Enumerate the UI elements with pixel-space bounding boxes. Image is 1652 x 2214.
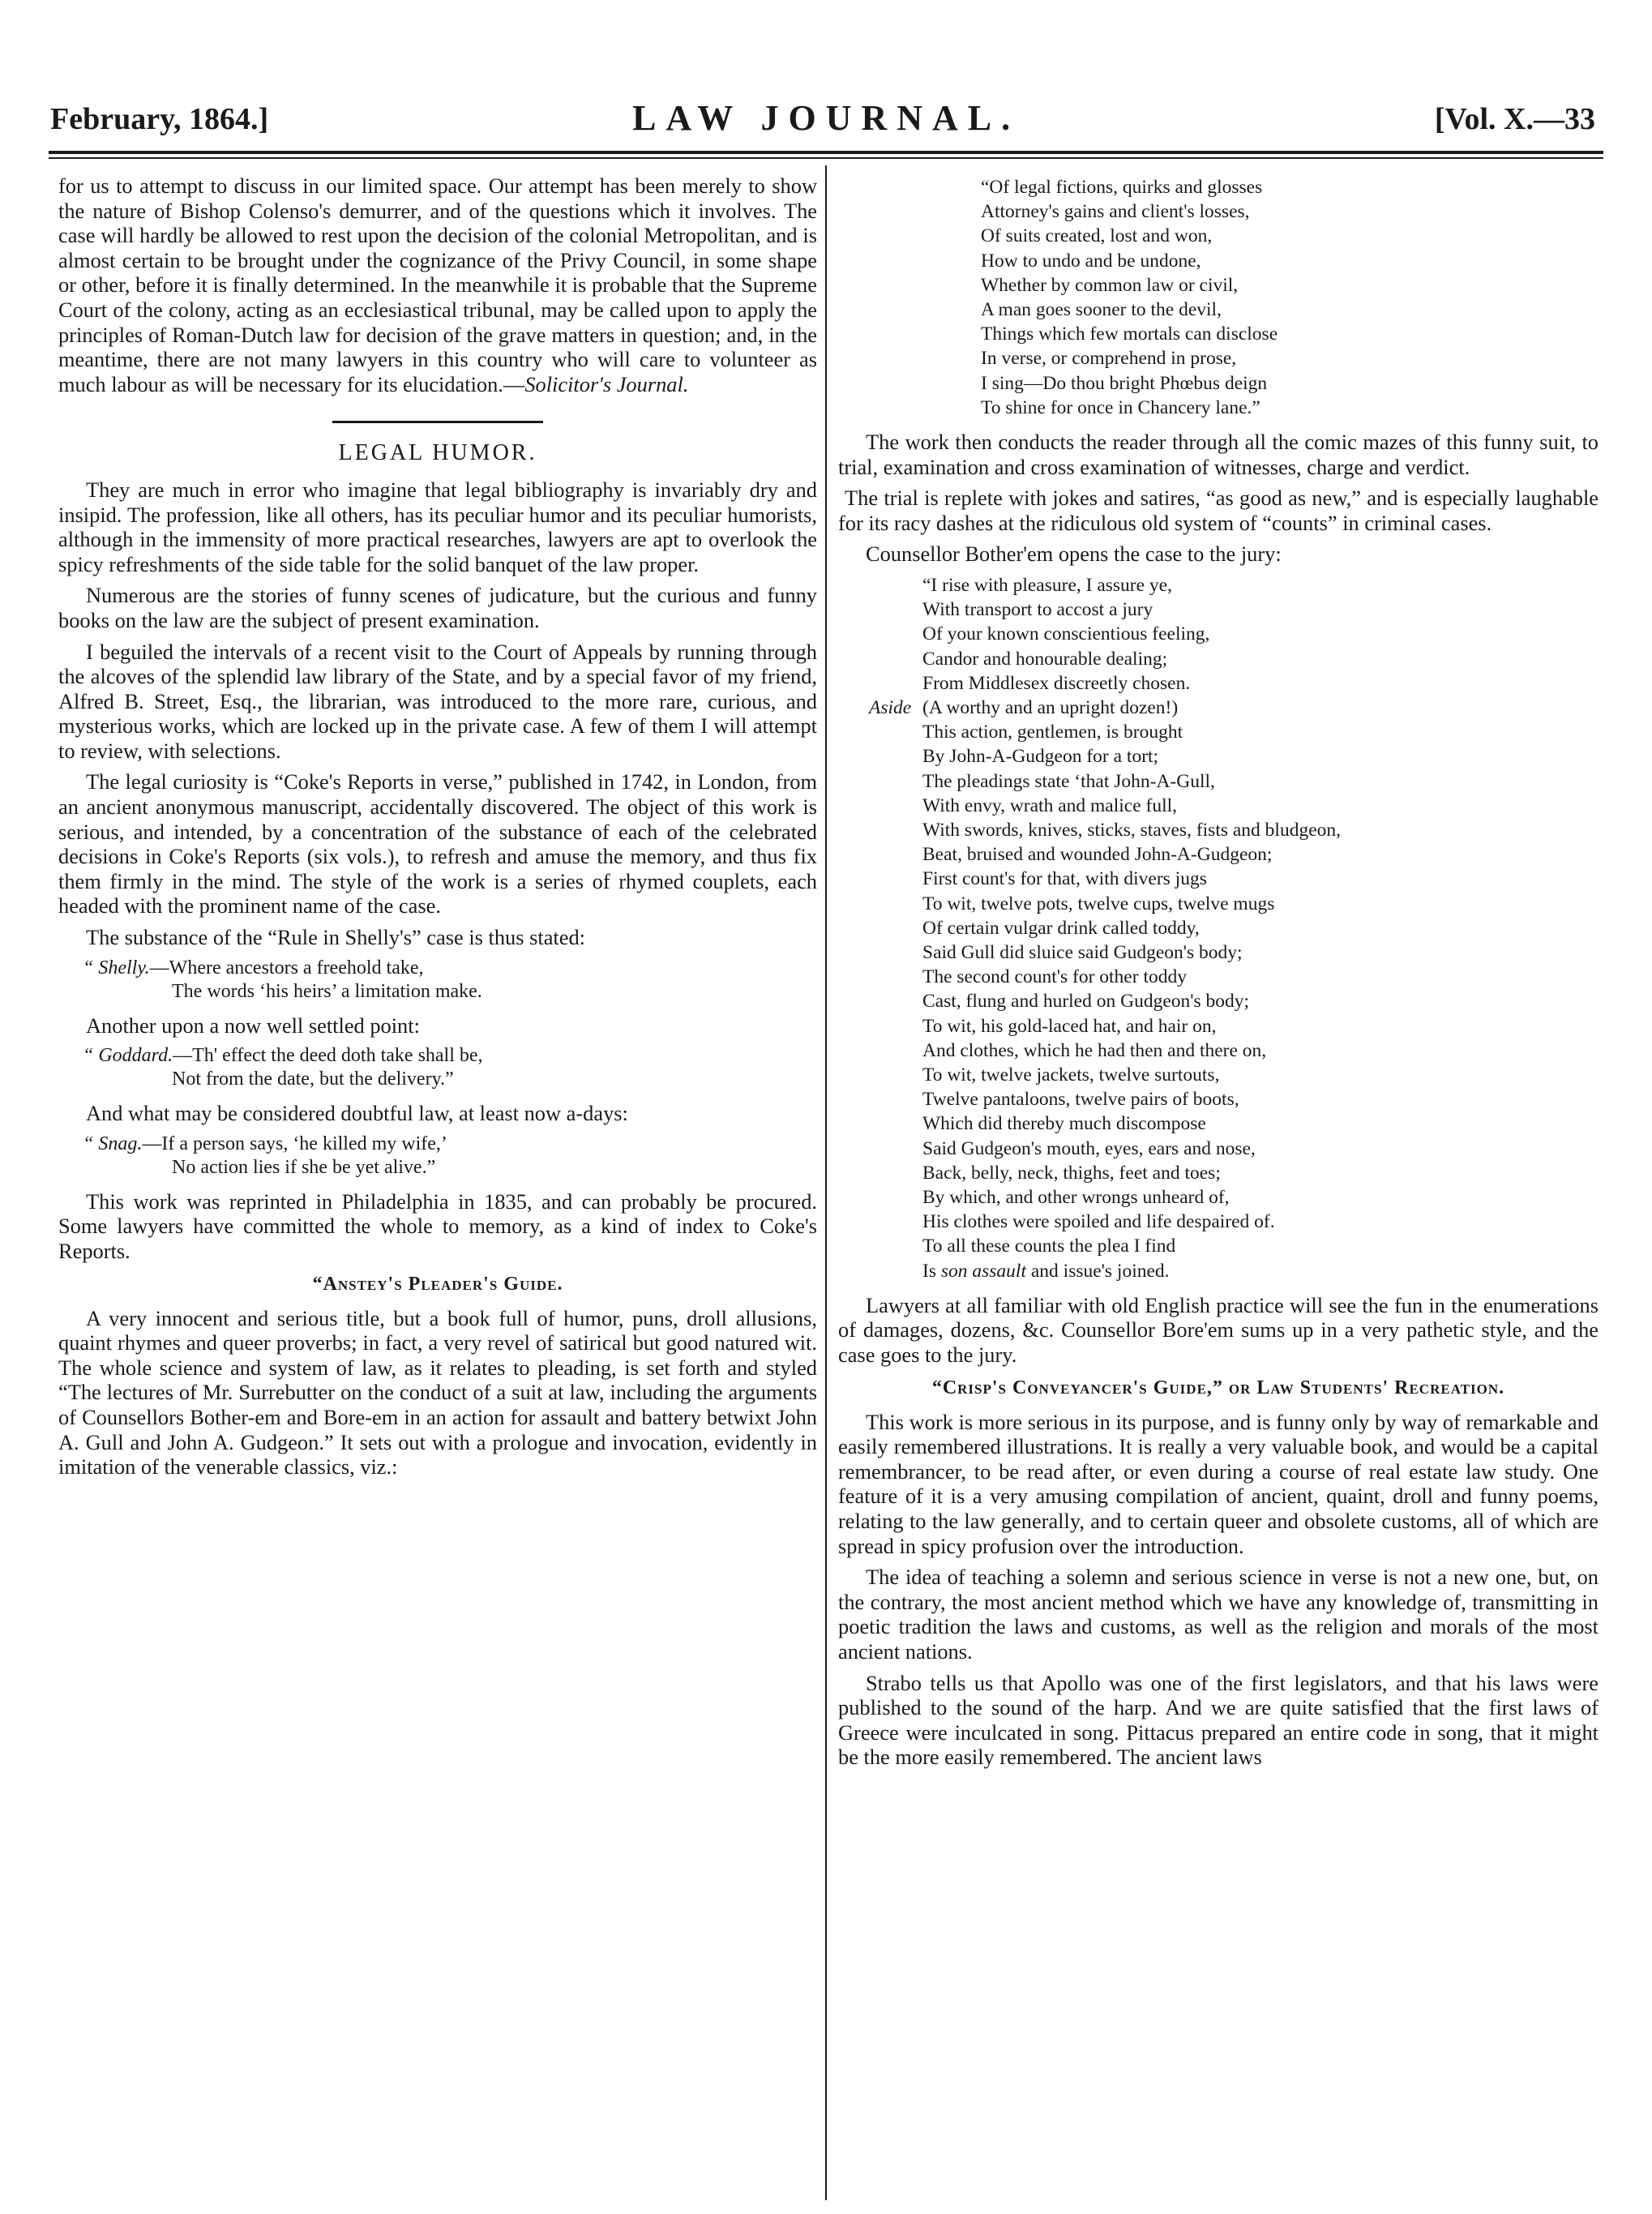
section-separator bbox=[332, 421, 543, 423]
poem-line: “Of legal fictions, quirks and glosses bbox=[981, 177, 1263, 198]
header-volume: [Vol. X.—33 bbox=[1434, 102, 1595, 136]
paragraph: The legal curiosity is “Coke's Reports in verse,” published in 1742, in London, from an ancient anonymous manuscript, accidentally discovered. The object of this work is serious, and intended, by a concentration of the substance of each of the celebrated decisions in Coke's Reports (six vols.), to refresh and amuse the memory, and thus fix them firmly in the mind. The style of the work is a series of rhymed couplets, each headed with the prominent name of the case. bbox=[58, 769, 817, 919]
couplet-line: —Th' effect the deed doth take shall be, bbox=[173, 1045, 483, 1067]
couplet-snag bbox=[83, 1133, 817, 1180]
header-rule-thick bbox=[49, 151, 1603, 154]
poem-line: With transport to accost a jury bbox=[922, 599, 1153, 621]
poem-line: With swords, knives, sticks, staves, fists and bludgeon, bbox=[922, 820, 1342, 841]
poem-line: By which, and other wrongs unheard of, bbox=[922, 1187, 1230, 1209]
left-column bbox=[58, 173, 817, 1486]
poem-line: The pleadings state ‘that John-A-Gull, bbox=[922, 770, 1215, 792]
paragraph: And what may be considered doubtful law, at least now a-days: bbox=[86, 1101, 628, 1126]
poem-line bbox=[922, 1259, 1599, 1283]
couplet-label: “ Shelly. bbox=[83, 957, 150, 979]
poem-line: A man goes sooner to the devil, bbox=[981, 299, 1222, 321]
poem-line: “I rise with pleasure, I assure ye, bbox=[922, 575, 1172, 596]
poem-line: With envy, wrath and malice full, bbox=[922, 794, 1178, 816]
paragraph-text: for us to attempt to discuss in our limited space. Our attempt has been merely to show the nature of Bishop Colenso's demurrer, and of the questions which it involves. The case will hardly be allowed to rest upon the decision of the colonial Metropolitan, and is almost certain to be brought under the cognizance of the Privy Council, in some shape or other, before it is finally determined. In the meanwhile it is probable that the Supreme Court of the colony, acting as an ecclesiastical tribunal, may be called upon to apply the principles of Roman-Dutch law for decision of the grave matters in question; and, in the meantime, there are not many lawyers in this country who will care to volunteer as much labour as will be necessary for its elucidation.— bbox=[58, 173, 817, 396]
paragraph: Numerous are the stories of funny scenes of judicature, but the curious and funny books on the law are the subject of present examination. bbox=[58, 583, 817, 632]
paragraph: The work then conducts the reader through all the comic mazes of this funny suit, to trial, examination and cross examination of witnesses, charge and verdict. bbox=[838, 430, 1599, 479]
subsection-heading: “Crisp's Conveyancer's Guide,” or Law Students' Recreation. bbox=[931, 1377, 1505, 1398]
poem-line: Beat, bruised and wounded John-A-Gudgeon; bbox=[922, 844, 1273, 866]
poem-line-aside bbox=[869, 696, 1599, 720]
poem-stanza bbox=[922, 720, 1599, 1258]
paragraph: The trial is replete with jokes and satires, “as good as new,” and is especially laughable for its racy dashes at the ridiculous old system of “counts” in criminal cases. bbox=[838, 486, 1599, 535]
paragraph: They are much in error who imagine that legal bibliography is invariably dry and insipid. The profession, like all others, has its peculiar humor and its peculiar humorists, although in the immensity of more practical researches, lawyers are apt to overlook the spicy refreshments of the side table for the solid banquet of the law proper. bbox=[58, 477, 817, 576]
poem-line-emphasis: son assault bbox=[940, 1260, 1026, 1282]
header-date: February, 1864.] bbox=[50, 102, 269, 136]
poem-line: Of your known conscientious feeling, bbox=[922, 623, 1210, 645]
couplet-line: No action lies if she be yet alive.” bbox=[172, 1156, 436, 1178]
poem-line-part: Is bbox=[922, 1260, 941, 1282]
right-column bbox=[838, 173, 1599, 1776]
couplet-line: —If a person says, ‘he killed my wife,’ bbox=[142, 1133, 447, 1154]
poem-line: To wit, his gold-laced hat, and hair on, bbox=[922, 1015, 1217, 1037]
couplet-line: —Where ancestors a freehold take, bbox=[149, 957, 424, 979]
section-heading: LEGAL HUMOR. bbox=[338, 440, 537, 466]
poem-line: Twelve pantaloons, twelve pairs of boots, bbox=[922, 1089, 1239, 1111]
paragraph: The idea of teaching a solemn and serious science in verse is not a new one, but, on the contrary, the most ancient method which we have any knowledge of, transmitting in poetic tradition the laws and customs, as well as the religion and morals of the most ancient nations. bbox=[838, 1565, 1599, 1664]
aside-label: Aside bbox=[869, 697, 912, 719]
paragraph bbox=[58, 173, 817, 396]
poem-line: Said Gudgeon's mouth, eyes, ears and nose, bbox=[922, 1137, 1256, 1159]
header-rule-thin bbox=[49, 157, 1603, 159]
poem-line: Candor and honourable dealing; bbox=[922, 648, 1168, 670]
poem-line: His clothes were spoiled and life despaired of. bbox=[922, 1211, 1275, 1233]
couplet-label: “ Goddard. bbox=[83, 1045, 173, 1067]
poem-line-part: and issue's joined. bbox=[1025, 1260, 1170, 1282]
poem-line: Said Gull did sluice said Gudgeon's body; bbox=[922, 942, 1243, 964]
header-title: LAW JOURNAL. bbox=[632, 98, 1021, 138]
poem-line: To all these counts the plea I find bbox=[922, 1235, 1176, 1257]
poem-line: (A worthy and an upright dozen!) bbox=[922, 697, 1179, 719]
poem-line: And clothes, which he had then and there on, bbox=[922, 1039, 1267, 1061]
poem-line: By John-A-Gudgeon for a tort; bbox=[922, 746, 1159, 768]
paragraph: Another upon a now well settled point: bbox=[86, 1013, 420, 1038]
poem-line: Things which few mortals can disclose bbox=[981, 323, 1278, 345]
poem-stanza bbox=[922, 573, 1599, 696]
subsection-heading: “Anstey's Pleader's Guide. bbox=[312, 1273, 563, 1295]
poem-line: How to undo and be undone, bbox=[981, 250, 1201, 272]
poem-line: Back, belly, neck, thighs, feet and toes; bbox=[922, 1162, 1221, 1184]
poem-line: Which did thereby much discompose bbox=[922, 1113, 1206, 1135]
paragraph: Counsellor Bother'em opens the case to the jury: bbox=[866, 542, 1282, 567]
paragraph: A very innocent and serious title, but a book full of humor, puns, droll allusions, quaint rhymes and queer proverbs; in fact, a very revel of satirical but good natured wit. The whole science and system of law, as it relates to pleading, is set forth and styled “The lectures of Mr. Surrebutter on the conduct of a suit at law, including the arguments of Counsellors Bother-em and Bore-em in an action for assault and battery betwixt John A. Gull and John A. Gudgeon.” It sets out with a prologue and invocation, evidently in imitation of the venerable classics, viz.: bbox=[58, 1305, 817, 1480]
column-divider bbox=[825, 165, 827, 2200]
couplet-line: Not from the date, but the delivery.” bbox=[172, 1068, 454, 1090]
poem-line: To shine for once in Chancery lane.” bbox=[981, 396, 1260, 418]
couplet-label: “ Snag. bbox=[83, 1133, 143, 1154]
source-credit: Solicitor's Journal. bbox=[524, 371, 689, 396]
poem-invocation bbox=[838, 175, 1599, 420]
poem-line: To wit, twelve pots, twelve cups, twelve mugs bbox=[922, 893, 1275, 914]
poem-line: First count's for that, with divers jugs bbox=[922, 868, 1207, 890]
paragraph: Lawyers at all familiar with old English practice will see the fun in the enumerations of damages, dozens, &c. Counsellor Bore'em sums up in a very pathetic style, and the case goes to the jury. bbox=[838, 1292, 1599, 1368]
poem-line: I sing—Do thou bright Phœbus deign bbox=[981, 372, 1268, 394]
poem-line: Of certain vulgar drink called toddy, bbox=[922, 917, 1200, 939]
couplet-shelly bbox=[83, 957, 817, 1004]
paragraph: This work is more serious in its purpose, and is funny only by way of remarkable and easily remembered illustrations. It is really a very valuable book, and would be a capital remembrancer, to be read after, or even during a course of real estate law study. One feature of it is a very amusing compilation of ancient, quaint, droll and funny poems, relating to the law generally, and to certain queer and obsolete customs, all of which are spread in spicy profusion over the introduction. bbox=[838, 1409, 1599, 1558]
poem-line: Whether by common law or civil, bbox=[981, 274, 1239, 296]
poem-line: To wit, twelve jackets, twelve surtouts, bbox=[922, 1064, 1220, 1086]
poem-line: Cast, flung and hurled on Gudgeon's body; bbox=[922, 991, 1250, 1013]
paragraph: Strabo tells us that Apollo was one of the first legislators, and that his laws were published to the sound of the harp. And we are quite satisfied that the first laws of Greece were inculcated in song. Pittacus prepared an entire code in song, that it might be the more easily remembered. The ancient laws bbox=[838, 1670, 1599, 1770]
poem-line: In verse, or comprehend in prose, bbox=[981, 348, 1237, 370]
paragraph: I beguiled the intervals of a recent visit to the Court of Appeals by running through the alcoves of the splendid law library of the State, and by a special favor of my friend, Alfred B. Street, Esq., the librarian, was introduced to the more rare, curious, and mysterious works, which are locked up in the private case. A few of them I will attempt to review, with selections. bbox=[58, 639, 817, 763]
paragraph: This work was reprinted in Philadelphia in 1835, and can probably be procured. Some lawyers have committed the whole to memory, as a kind of index to Coke's Reports. bbox=[58, 1188, 817, 1263]
poem-line: From Middlesex discreetly chosen. bbox=[922, 672, 1191, 694]
couplet-line: The words ‘his heirs’ a limitation make. bbox=[172, 980, 482, 1002]
couplet-goddard bbox=[83, 1044, 817, 1091]
poem-counsellor-speech bbox=[838, 573, 1599, 1283]
poem-line: Of suits created, lost and won, bbox=[981, 225, 1213, 247]
poem-line: The second count's for other toddy bbox=[922, 966, 1187, 988]
poem-line: This action, gentlemen, is brought bbox=[922, 722, 1183, 743]
poem-line: Attorney's gains and client's losses, bbox=[981, 201, 1250, 223]
paragraph: The substance of the “Rule in Shelly's” case is thus stated: bbox=[86, 925, 585, 950]
